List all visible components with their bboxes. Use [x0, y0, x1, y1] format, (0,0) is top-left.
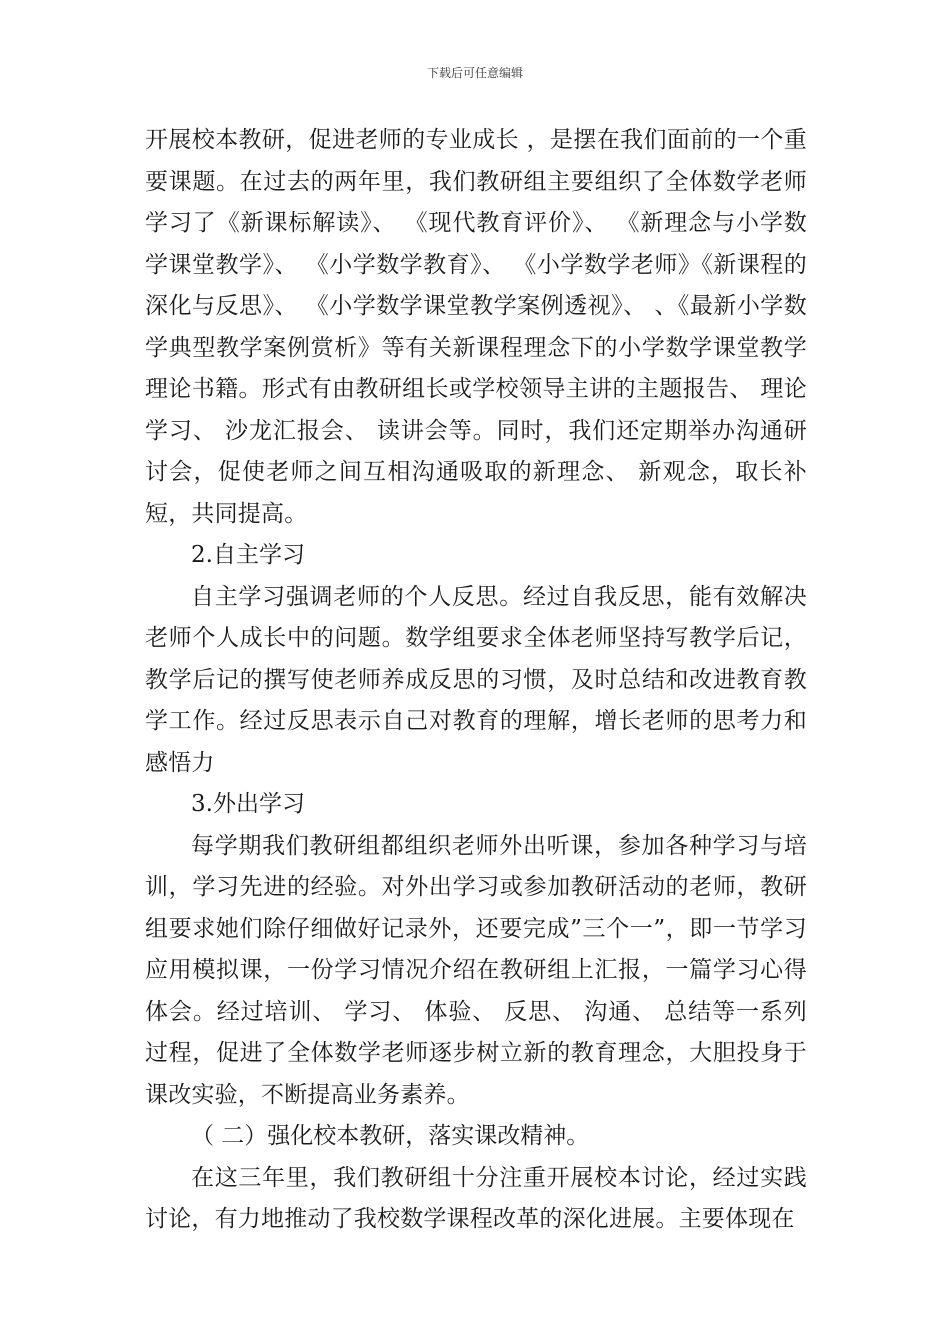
heading-strengthen-research: （ 二）强化校本教研，落实课改精神。 [191, 1123, 590, 1149]
paragraph-external-study: 每学期我们教研组都组织老师外出听课，参加各种学习与培训，学习先进的经验。对外出学习或参加教研活动的老师，教研组要求她们除仔细做好记录外，还要完成”三个一”，即一节学习应用模拟课，一份学习情况介绍在教研组上汇报，一篇学习心得体会。经过培训、 学习、 体验、 反思、 沟通、 总结等一系列过程，促进了全体数学老师逐步树立新的教育理念，大胆投身于课改实验，不断提高业务素养。 [145, 832, 807, 1108]
page-header: 下载后可任意编辑 [426, 66, 523, 80]
paragraph-self-study: 自主学习强调老师的个人反思。经过自我反思，能有效解决老师个人成长中的问题。数学组要求全体老师坚持写教学后记，教学后记的撰写使老师养成反思的习惯，及时总结和改进教育教学工作。经过反思表示自己对教育的理解，增长老师的思考力和感悟力 [145, 583, 807, 776]
heading-self-study: 2.自主学习 [191, 542, 305, 568]
paragraph-three-years: 在这三年里，我们教研组十分注重开展校本讨论，经过实践讨论，有力地推动了我校数学课程改革的深化进展。主要体现在 [145, 1164, 807, 1232]
document-body [145, 120, 807, 1241]
paragraph-school-research: 开展校本教研，促进老师的专业成长 ，是摆在我们面前的一个重要课题。在过去的两年里，我们教研组主要组织了全体数学老师学习了《新课标解读》、 《现代教育评价》、 《新理念与小学数学课堂教学》、 《小学数学教育》、 《小学数学老师》《新课程的深化与反思》、 《小学数学课堂教学案例透视》、 、《最新小学数学典型教学案例赏析》等有关新课程理念下的小学数学课堂教学理论书籍。形式有由教研组长或学校领导主讲的主题报告、 理论学习、 沙龙汇报会、 读讲会等。同时，我们还定期举办沟通研讨会，促使老师之间互相沟通吸取的新理念、 新观念，取长补短，共同提高。 [145, 127, 807, 527]
heading-external-study: 3.外出学习 [191, 791, 305, 817]
